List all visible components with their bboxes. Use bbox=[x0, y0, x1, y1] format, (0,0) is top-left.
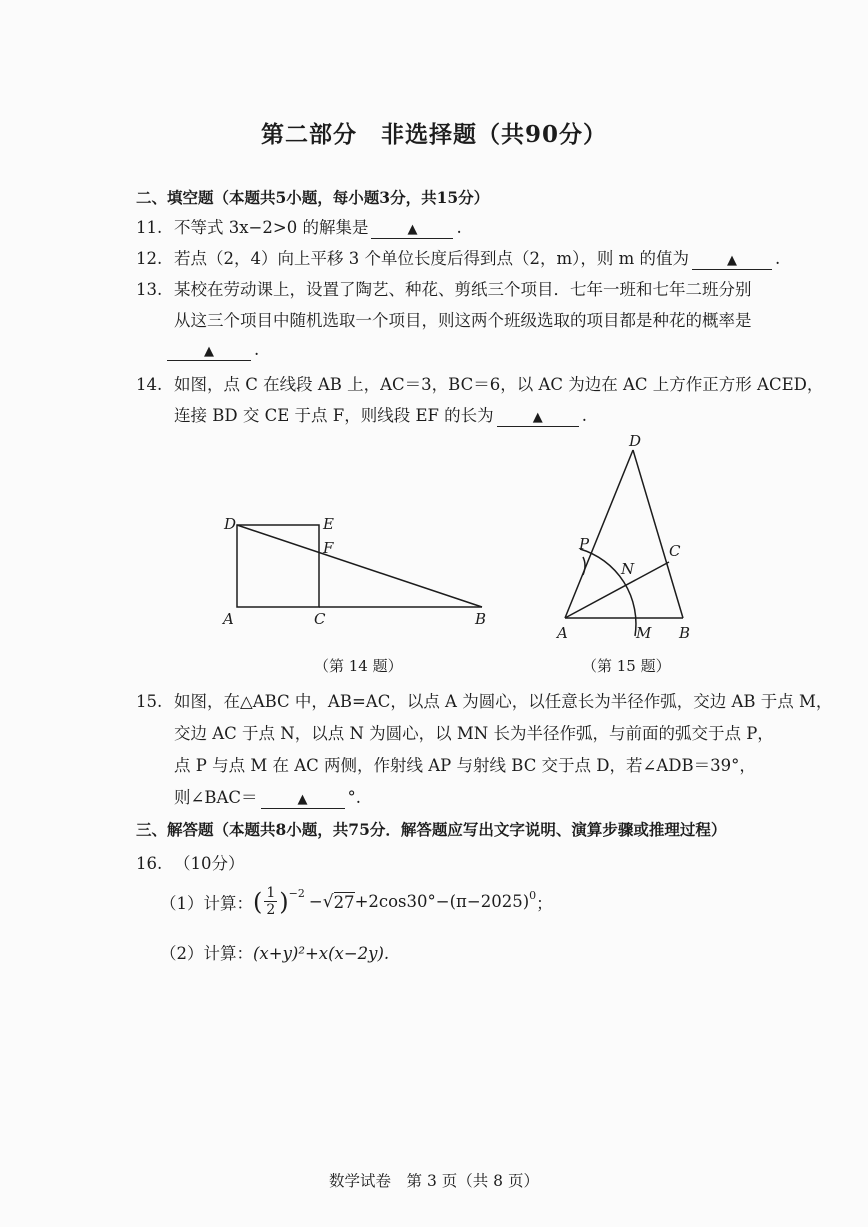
figure-15-caption: （第 15 题） bbox=[582, 657, 671, 675]
question-16-part-2 bbox=[160, 940, 389, 964]
label-F: F bbox=[323, 539, 334, 557]
question-text: 如图，在△ABC 中，AB=AC，以点 A 为圆心，以任意长为半径作弧，交边 AB 于点 M， bbox=[174, 692, 833, 711]
question-text-end: . bbox=[581, 406, 587, 425]
label-E: E bbox=[323, 515, 334, 533]
label-C: C bbox=[669, 542, 681, 560]
fraction-numerator: 1 bbox=[266, 885, 276, 901]
question-14-line-2 bbox=[174, 402, 587, 427]
question-16 bbox=[136, 850, 245, 874]
question-15-line-3: 点 P 与点 M 在 AC 两侧，作射线 AP 与射线 BC 交于点 D，若∠ADB＝39°， bbox=[174, 756, 756, 775]
question-12 bbox=[136, 245, 780, 270]
right-paren: ) bbox=[279, 887, 289, 916]
part-label: （1）计算： bbox=[160, 893, 253, 913]
exponent-zero: 0 bbox=[529, 889, 537, 902]
figure-14-diagram bbox=[215, 505, 500, 635]
page-footer: 数学试卷 第 3 页（共 8 页） bbox=[329, 1172, 539, 1190]
part-title: 第二部分 非选择题（共90分） bbox=[260, 121, 607, 148]
fraction-denominator: 2 bbox=[266, 902, 276, 918]
label-A: A bbox=[223, 610, 234, 628]
label-D: D bbox=[629, 432, 642, 450]
section-3-header: 三、解答题（本题共8小题，共75分．解答题应写出文字说明、演算步骤或推理过程） bbox=[136, 820, 727, 839]
triangle-icon: ▲ bbox=[727, 253, 738, 268]
question-text-end: . bbox=[254, 340, 260, 359]
triangle-icon: ▲ bbox=[532, 410, 543, 425]
square-aced bbox=[237, 525, 319, 607]
label-P: P bbox=[579, 535, 590, 553]
question-13-line-2: 从这三个项目中随机选取一个项目，则这两个班级选取的项目都是种花的概率是 bbox=[174, 311, 752, 330]
expression: (x+y)²+x(x−2y). bbox=[253, 944, 390, 963]
figure-14-caption: （第 14 题） bbox=[314, 657, 403, 675]
expression-rest: +2cos30°−(π−2025) bbox=[354, 892, 530, 911]
triangle-icon: ▲ bbox=[407, 222, 418, 237]
label-B: B bbox=[475, 610, 487, 628]
question-points: （10分） bbox=[174, 854, 245, 873]
sqrt-icon: √ bbox=[322, 891, 334, 912]
question-number: 12. bbox=[136, 249, 163, 268]
question-number: 11. bbox=[136, 218, 163, 237]
section-2-header: 二、填空题（本题共5小题，每小题3分，共15分） bbox=[136, 188, 490, 207]
label-M: M bbox=[636, 624, 652, 642]
question-13-line-1 bbox=[136, 276, 752, 300]
answer-blank[interactable] bbox=[371, 219, 453, 239]
question-13-line-3 bbox=[164, 340, 259, 361]
answer-blank[interactable] bbox=[167, 341, 251, 361]
exponent: −2 bbox=[288, 887, 305, 900]
question-number: 15. bbox=[136, 692, 163, 711]
figure-15-diagram bbox=[545, 425, 715, 650]
answer-blank[interactable] bbox=[497, 407, 579, 427]
question-text: 则∠BAC＝ bbox=[174, 788, 258, 807]
question-text: 如图，点 C 在线段 AB 上，AC＝3，BC＝6，以 AC 为边在 AC 上方作正方形 ACED， bbox=[174, 375, 824, 394]
question-15-line-2: 交边 AC 于点 N，以点 N 为圆心，以 MN 长为半径作弧，与前面的弧交于点 P， bbox=[174, 724, 774, 743]
question-14-line-1 bbox=[136, 371, 823, 395]
answer-blank[interactable] bbox=[692, 250, 772, 270]
label-C: C bbox=[314, 610, 326, 628]
question-number: 14. bbox=[136, 375, 163, 394]
question-11 bbox=[136, 214, 462, 239]
segment-ac bbox=[565, 562, 669, 618]
answer-blank[interactable] bbox=[261, 789, 345, 809]
segment-bd bbox=[237, 525, 482, 607]
triangle-icon: ▲ bbox=[297, 792, 308, 807]
question-15-line-4 bbox=[174, 784, 361, 809]
ray-ap bbox=[565, 450, 633, 618]
question-text-end: °. bbox=[347, 788, 361, 807]
triangle-icon: ▲ bbox=[204, 344, 214, 359]
question-text-end: . bbox=[456, 218, 462, 237]
label-N: N bbox=[621, 560, 635, 578]
left-paren: ( bbox=[253, 887, 263, 916]
question-number: 16. bbox=[136, 854, 163, 873]
question-text-end: . bbox=[775, 249, 781, 268]
question-text: 不等式 3x−2>0 的解集是 bbox=[174, 218, 369, 237]
part-label: （2）计算： bbox=[160, 944, 253, 963]
fraction bbox=[264, 885, 277, 918]
arc-p bbox=[583, 557, 585, 575]
label-D: D bbox=[224, 515, 237, 533]
question-15-line-1 bbox=[136, 688, 832, 712]
minus-sign: − bbox=[308, 892, 323, 911]
question-16-part-1 bbox=[160, 885, 553, 918]
label-B: B bbox=[679, 624, 691, 642]
question-text: 连接 BD 交 CE 于点 F，则线段 EF 的长为 bbox=[174, 406, 494, 425]
radicand: 27 bbox=[333, 892, 355, 912]
question-number: 13. bbox=[136, 280, 163, 299]
question-text: 某校在劳动课上，设置了陶艺、种花、剪纸三个项目．七年一班和七年二班分别 bbox=[174, 280, 752, 299]
expression-end: ； bbox=[536, 893, 553, 913]
label-A: A bbox=[557, 624, 568, 642]
question-text: 若点（2，4）向上平移 3 个单位长度后得到点（2，m），则 m 的值为 bbox=[174, 249, 690, 268]
ray-bc bbox=[633, 450, 683, 618]
